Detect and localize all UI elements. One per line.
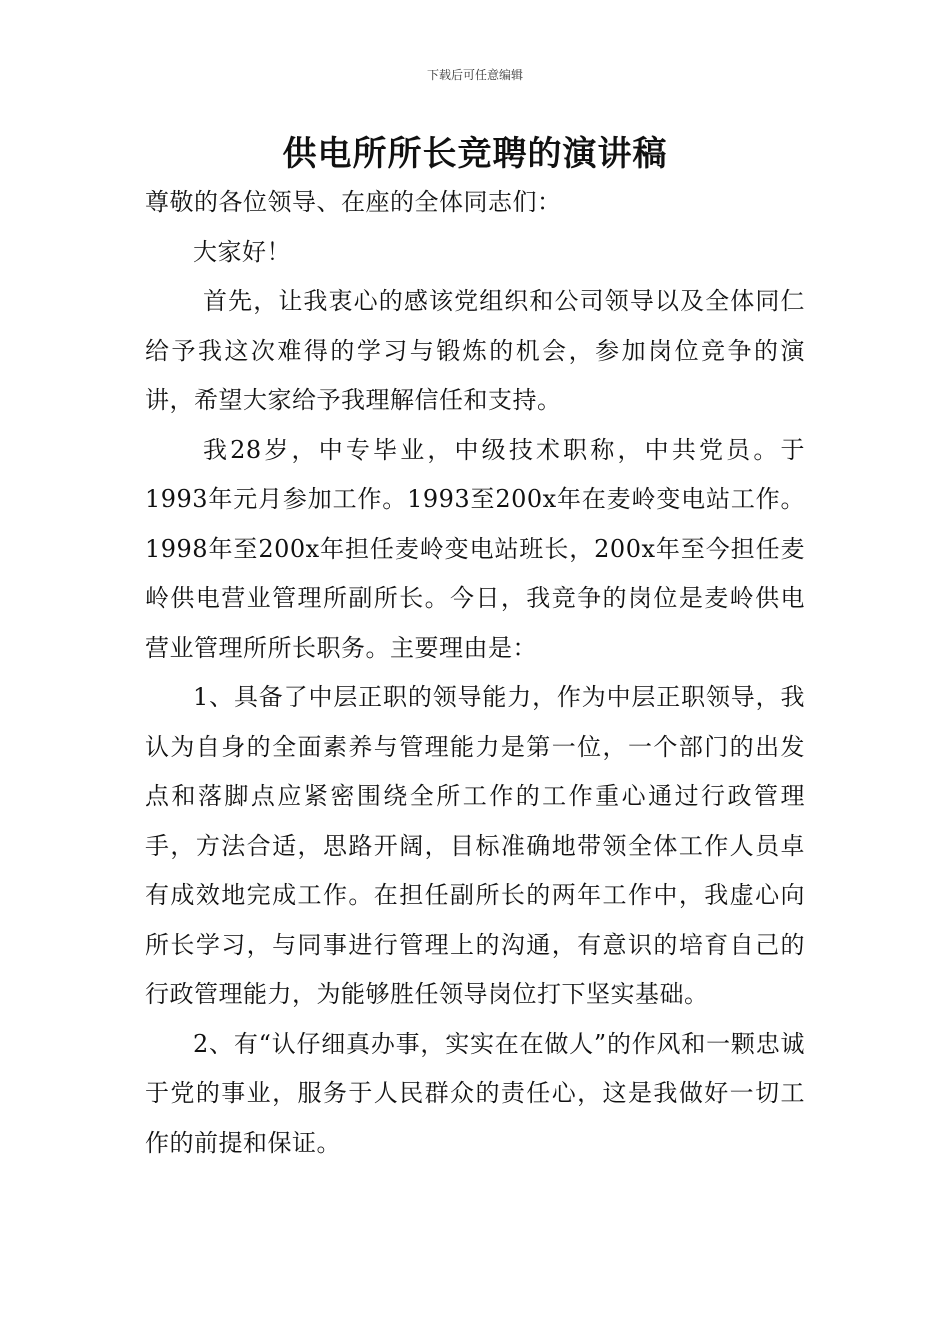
paragraph-reason-1: 1、具备了中层正职的领导能力，作为中层正职领导，我认为自身的全面素养与管理能力是第一位，一个部门的出发点和落脚点应紧密围绕全所工作的工作重心通过行政管理手，方法合适，思路开阔，目标准确地带领全体工作人员卓有成效地完成工作。在担任副所长的两年工作中，我虚心向所长学习，与同事进行管理上的沟通，有意识的培育自己的行政管理能力，为能够胜任领导岗位打下坚实基础。 [145,683,805,1008]
header-note: 下载后可任意编辑 [426,68,523,82]
greeting: 大家好！ [193,237,291,266]
paragraph-background: 我28岁，中专毕业，中级技术职称，中共党员。于1993年元月参加工作。1993至200x年在麦岭变电站工作。1998年至200x年担任麦岭变电站班长，200x年至今担任麦岭供电营业管理所副所长。今日，我竞争的岗位是麦岭供电营业管理所所长职务。主要理由是： [145,435,805,662]
document-title: 供电所所长竞聘的演讲稿 [282,134,668,174]
salutation: 尊敬的各位领导、在座的全体同志们： [145,188,562,216]
paragraph-thanks: 首先，让我衷心的感该党组织和公司领导以及全体同仁给予我这次难得的学习与锻炼的机会，参加岗位竞争的演讲，希望大家给予我理解信任和支持。 [145,287,805,414]
document-body [145,178,805,1168]
paragraph-reason-2: 2、有“认仔细真办事，实实在在做人”的作风和一颗忠诚于党的事业，服务于人民群众的责任心，这是我做好一切工作的前提和保证。 [145,1029,805,1157]
